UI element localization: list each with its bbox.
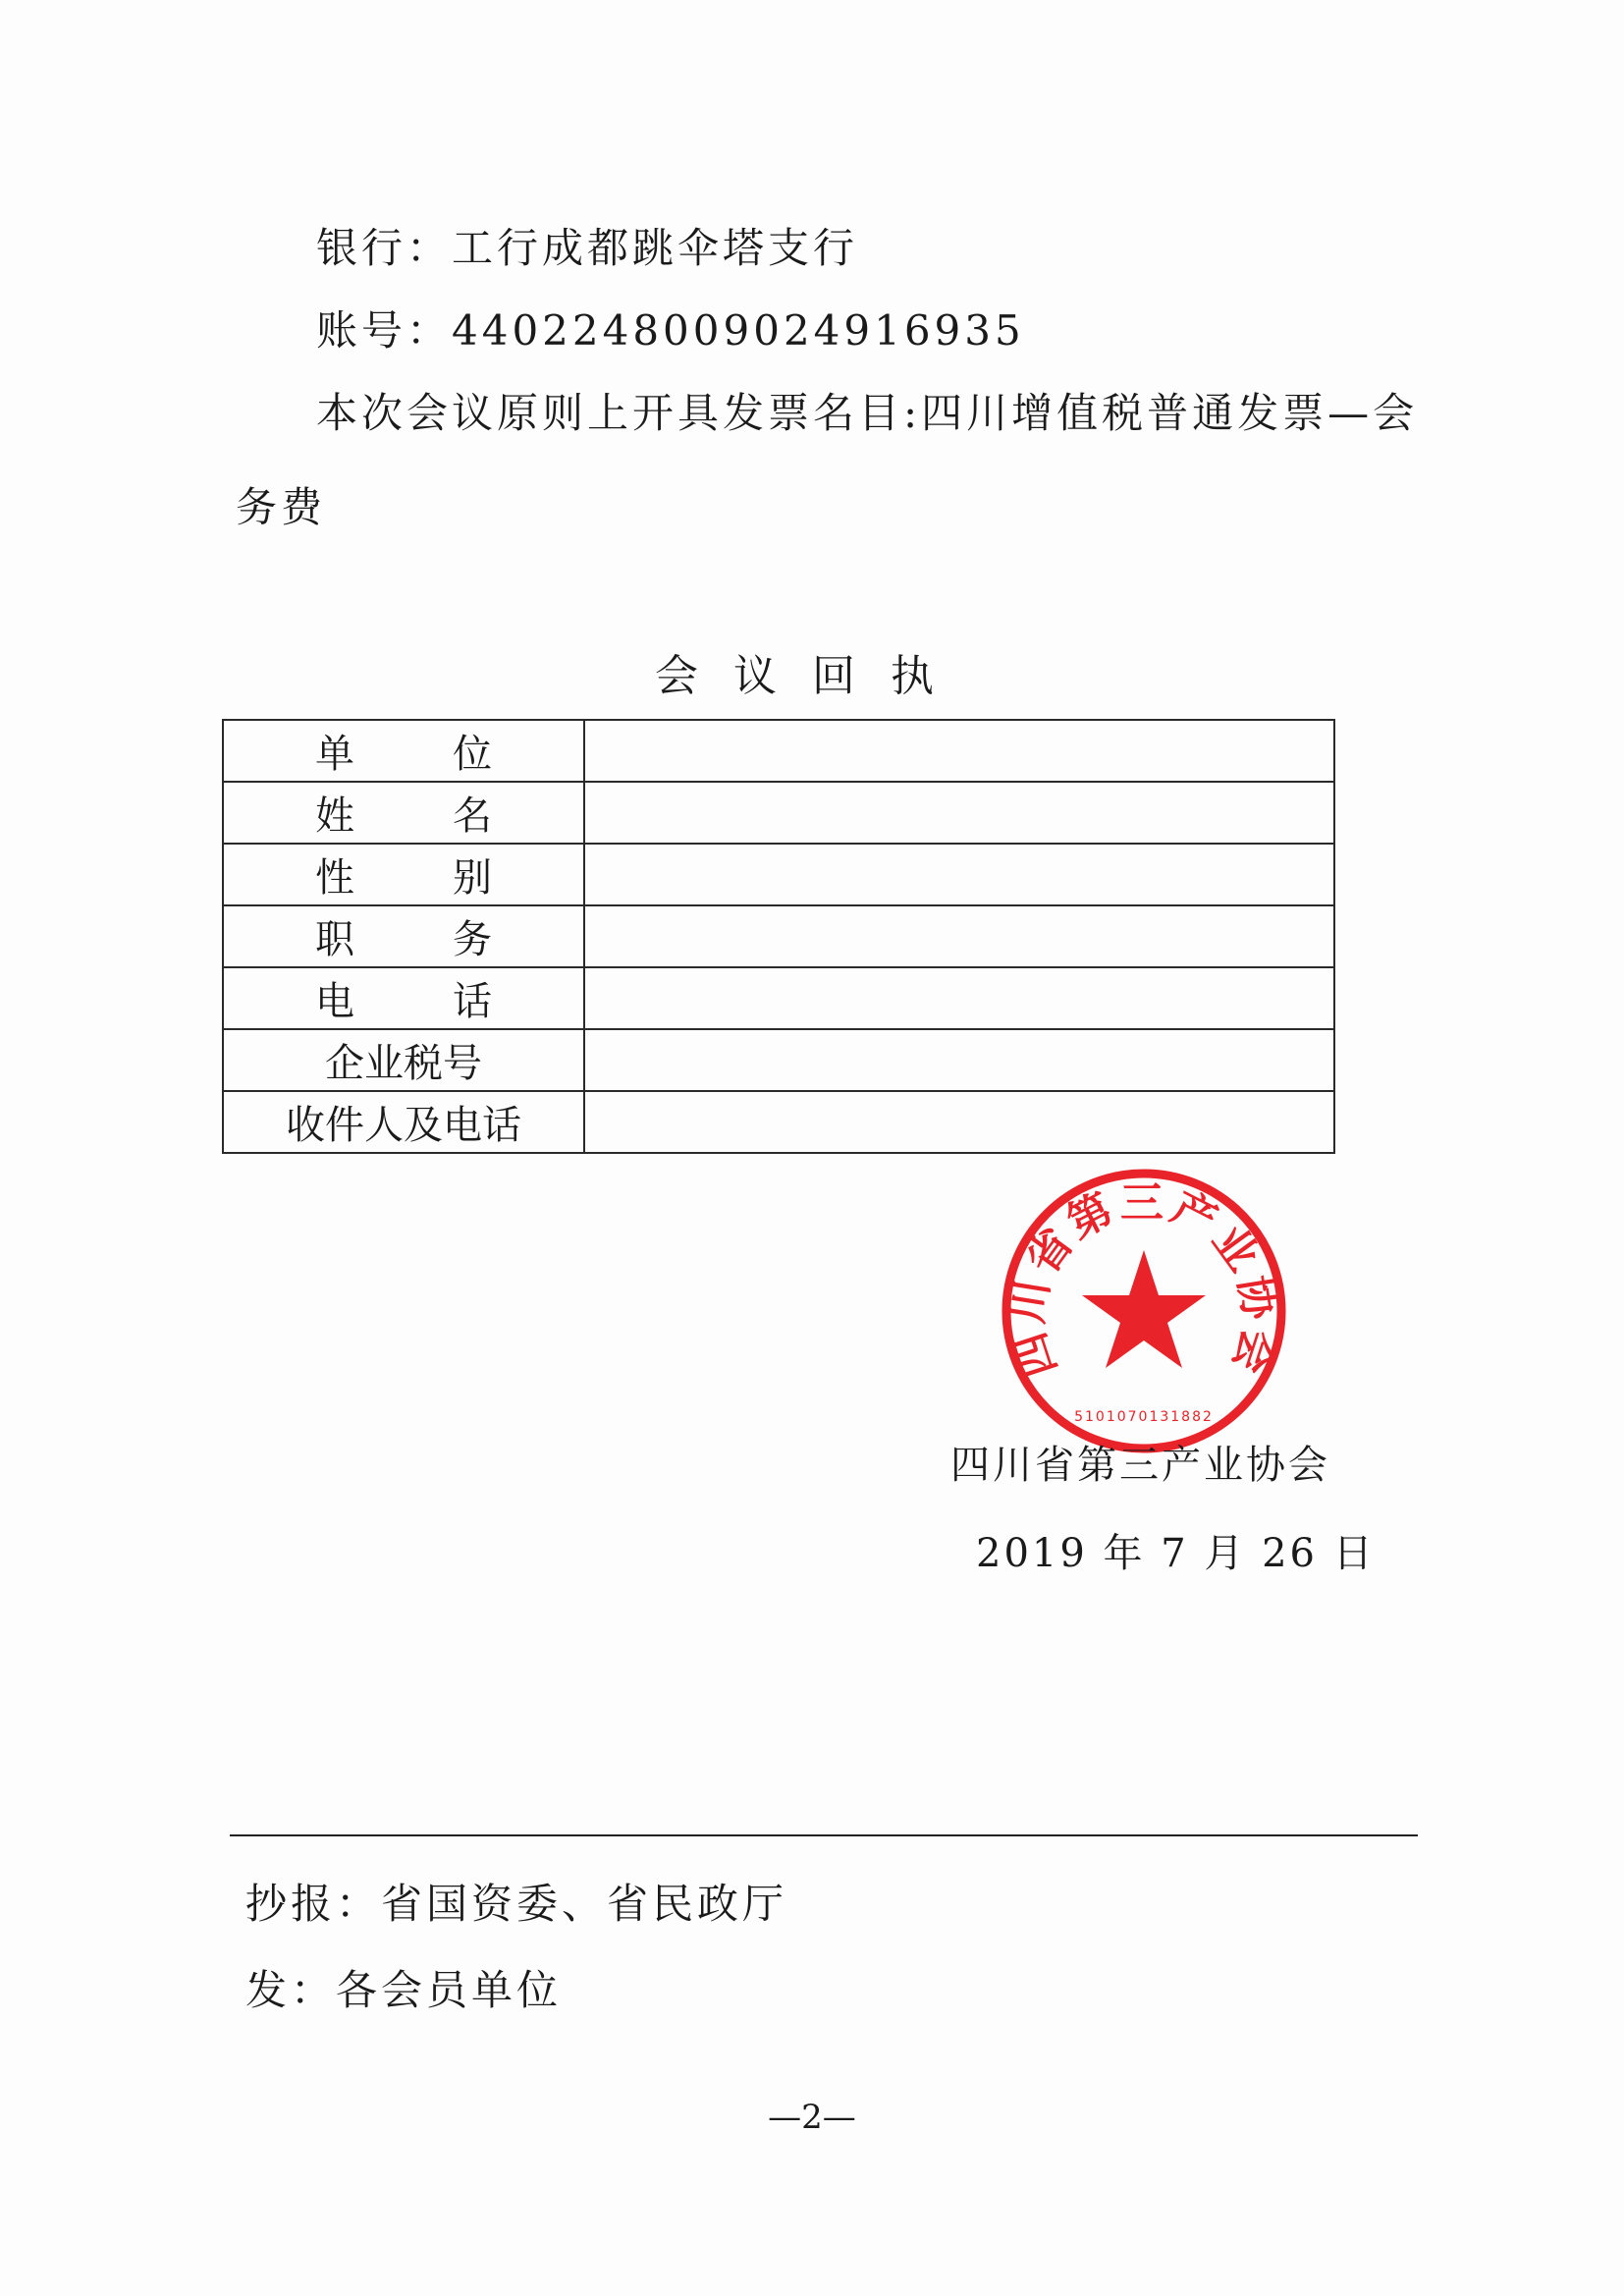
svg-text:5101070131882: 5101070131882 bbox=[1074, 1409, 1214, 1425]
seal-star-icon bbox=[1082, 1250, 1206, 1368]
receipt-row-label: 职 务 bbox=[223, 905, 584, 967]
receipt-row-value-field[interactable] bbox=[584, 844, 1334, 905]
receipt-row-label: 姓 名 bbox=[223, 782, 584, 844]
divider-rule bbox=[230, 1834, 1418, 1836]
official-seal-icon bbox=[997, 1164, 1291, 1458]
receipt-title: 会议回执 bbox=[655, 651, 969, 701]
page-number: —2— bbox=[768, 2098, 856, 2137]
receipt-row bbox=[223, 1029, 1334, 1091]
receipt-row-label: 企业税号 bbox=[223, 1029, 584, 1091]
svg-text:四川省第三产业协会: 四川省第三产业协会 bbox=[1001, 1177, 1286, 1384]
receipt-row-value-field[interactable] bbox=[584, 720, 1334, 782]
bank-line: 银行：工行成都跳伞塔支行 bbox=[316, 224, 859, 272]
receipt-row-label: 电 话 bbox=[223, 967, 584, 1029]
distribution-line: 发：各会员单位 bbox=[245, 1966, 563, 2014]
receipt-row bbox=[223, 782, 1334, 844]
invoice-line: 本次会议原则上开具发票名目:四川增值税普通发票—会 bbox=[316, 389, 1419, 437]
receipt-row bbox=[223, 720, 1334, 782]
receipt-row-label: 性 别 bbox=[223, 844, 584, 905]
receipt-row bbox=[223, 967, 1334, 1029]
issuer-name: 四川省第三产业协会 bbox=[950, 1443, 1330, 1488]
receipt-row bbox=[223, 1091, 1334, 1153]
receipt-row-value-field[interactable] bbox=[584, 1029, 1334, 1091]
receipt-row-value-field[interactable] bbox=[584, 967, 1334, 1029]
account-line: 账号：4402248009024916935 bbox=[316, 306, 1025, 355]
issue-date: 2019 年 7 月 26 日 bbox=[976, 1531, 1376, 1576]
cc-line: 抄报：省国资委、省民政厅 bbox=[245, 1880, 788, 1928]
receipt-row-label: 收件人及电话 bbox=[223, 1091, 584, 1153]
receipt-row bbox=[223, 844, 1334, 905]
receipt-row-value-field[interactable] bbox=[584, 782, 1334, 844]
receipt-row-value-field[interactable] bbox=[584, 1091, 1334, 1153]
receipt-row-label: 单 位 bbox=[223, 720, 584, 782]
receipt-table bbox=[222, 719, 1335, 1154]
invoice-line-continued: 务费 bbox=[236, 483, 327, 531]
receipt-row bbox=[223, 905, 1334, 967]
receipt-row-value-field[interactable] bbox=[584, 905, 1334, 967]
